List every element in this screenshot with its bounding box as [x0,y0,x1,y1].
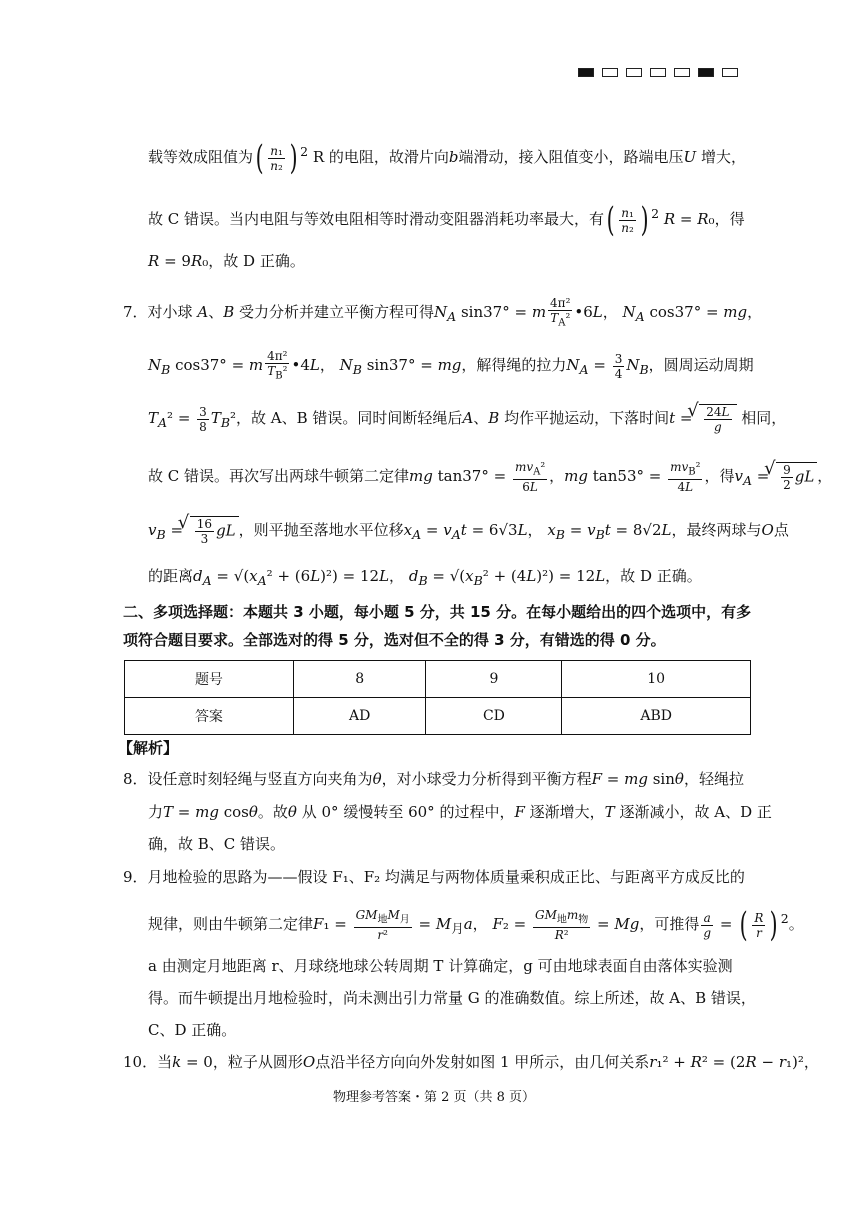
text: 载等效成阻值为 [148,148,254,166]
p8-line1: 8．设任意时刻轻绳与竖直方向夹角为θ，对小球受力分析得到平衡方程F = mg sinθ，轻绳拉 [123,770,744,788]
text: ，对小球受力分析得到平衡方程 [381,770,592,788]
text: 逐渐增大， [529,803,605,821]
page-marker [578,68,738,77]
section-heading: 二、多项选择题：本题共 3 小题，每小题 5 分，共 15 分。在每小题给出的四个选项中，有多 [123,603,752,621]
p7-line1: 7．对小球 A、B 受力分析并建立平衡方程可得$N_A$ sin37° = m $\frac{\text{4π²}}{T_A^2}$ •6L， $N_A$ cos37° = mg， [123,296,763,329]
text: 从 0° 缓慢转至 60° 的过程中， [301,803,515,821]
text: ，粒子从圆形 [212,1053,303,1071]
table-cell: 题号 [125,661,294,698]
text: 均作平抛运动，下落时间 [504,409,670,427]
text: R 的电阻，故滑片向 [312,148,449,166]
p7-line4: 故 C 错误。再次写出两球牛顿第二定律mg tan37° = $\frac{mv_A^2}{6L}$ ，mg tan53° = $\frac{mv_B^2}{4L}$ ，得$v_A$ = √ $\frac{9}{2}$ gL ， [148,460,753,494]
analysis-label: 【解析】 [118,739,179,757]
text: 故 C 错误。再次写出两球牛顿第二定律 [148,467,410,486]
text: ，故 D 正确。 [605,567,702,585]
text: 点 [773,521,789,539]
text: ，解得绳的拉力 [461,356,567,375]
text: 相同， [741,409,787,427]
item-number: 7． [123,303,148,322]
marker-square [698,68,714,77]
item-number: 10． [123,1053,158,1071]
text: 的距离 [148,567,194,585]
text: ，得 [714,210,745,228]
text: 设任意时刻轻绳与竖直方向夹角为 [147,770,373,788]
text: 。 [788,915,804,934]
marker-square [722,68,738,77]
p9-line2: 规律，则由牛顿第二定律F₁ = $\frac{GM_地M_月}{\text{r²}}$ = $M_月a$， F₂ = $\frac{GM_地m_物}{\text{R²}}$ = Mg，可推得 $\frac{a}{g}$ = ( $\frac{R}{r}$ ) $^2$。 [148,905,804,946]
p7-line6: 的距离$d_A = √(x_A^2 + (6L)^2) = 12L$， $d_B = √(x_B^2 + (4L)^2) = 12L$，故 D 正确。 [148,567,702,588]
text: ， [803,1053,819,1071]
p9-line1 [123,867,753,887]
text: ，可推得 [639,915,700,934]
text: ，故 D 正确。 [208,252,305,270]
text: 点沿半径方向向外发射如图 1 甲所示，由几何关系 [315,1053,650,1071]
marker-square [602,68,618,77]
text: ，故 A、B 错误。同时间断轻绳后 [236,409,463,427]
table-cell: AD [293,698,426,735]
table-cell: 9 [426,661,562,698]
section-heading-cont: 项符合题目要求。全部选对的得 5 分，选对但不全的得 3 分，有错选的得 0 分。 [123,631,666,649]
text: ，得 [704,467,735,486]
p10-line1: 10．当k = 0，粒子从圆形O点沿半径方向向外发射如图 1 甲所示，由几何关系r₁² + R² = (2R − r₁)²， [123,1053,819,1071]
marker-square [626,68,642,77]
p6-line3: R = 9R₀，故 D 正确。 [148,252,305,270]
text: 力 [148,803,164,821]
table-cell: CD [426,698,562,735]
p7-line3: $T_A^2$ = $\frac{3}{8}$ $T_B^2$，故 A、B 错误。同时间断轻绳后A、B 均作平抛运动，下落时间t = √ $\frac{24L}{g}$ 相同， [148,404,753,434]
text: ，最终两球与 [671,521,762,539]
marker-square [578,68,594,77]
table-cell: 10 [562,661,751,698]
p8-line2: 力T = mg cosθ。故θ 从 0° 缓慢转至 60° 的过程中，F 逐渐增大，T 逐渐减小，故 A、D 正 [148,803,772,821]
text: ，则平抛至落地水平位移 [238,521,404,539]
table-row [125,698,751,735]
table-cell: 8 [293,661,426,698]
text: 规律，则由牛顿第二定律 [148,915,314,934]
text: 月地检验的思路为——假设 F₁、F₂ 均满足与两物体质量乘积成正比、与距离平方成反比的 [147,868,745,886]
text: 端滑动，接入阻值变小，路端电压 [458,148,684,166]
text: ，轻绳拉 [683,770,744,788]
text: ，圆周运动周期 [648,356,754,375]
p9-line3: a 由测定月地距离 r、月球绕地球公转周期 T 计算确定，g 可由地球表面自由落体实验测 [148,957,733,975]
text: 。故 [257,803,288,821]
item-number: 8． [123,770,148,788]
text: 对小球 [147,303,193,322]
p7-line2: $N_B$ cos37° = m $\frac{\text{4π²}}{T_B^2}$ •4L， $N_B$ sin37° = mg，解得绳的拉力$N_A$ = $\frac{3}{4}$ $N_B$，圆周运动周期 [148,349,754,382]
page-footer: 物理参考答案・第 2 页（共 8 页） [332,1090,536,1105]
table-cell: ABD [562,698,751,735]
text: 增大， [700,148,746,166]
table-row [125,661,751,698]
p7-line5: $v_B$ = √ $\frac{16}{3}$ gL ，则平抛至落地水平位移$x_A = v_At = 6√3L$， $x_B = v_Bt = 8√2L$，最终两球与O点 [148,516,753,546]
answer-table [124,660,751,735]
p9-line5: C、D 正确。 [148,1021,237,1039]
p8-line3: 确，故 B、C 错误。 [148,835,286,853]
marker-square [650,68,666,77]
item-number: 9． [123,868,148,886]
p6-line1: 载等效成阻值为( $\frac{\text{n₁}}{\text{n₂}}$ ) $^2$ R 的电阻，故滑片向b端滑动，接入阻值变小，路端电压U 增大， [148,138,746,178]
p9-line4: 得。而牛顿提出月地检验时，尚未测出引力常量 G 的准确数值。综上所述，故 A、B 错误， [148,989,756,1007]
text: 逐渐减小，故 A、D 正 [619,803,772,821]
text: 受力分析并建立平衡方程可得 [239,303,435,322]
table-cell: 答案 [125,698,294,735]
text: 故 C 错误。当内电阻与等效电阻相等时滑动变阻器消耗功率最大，有 [148,210,605,228]
text: 当 [157,1053,173,1071]
marker-square [674,68,690,77]
p6-line2: 故 C 错误。当内电阻与等效电阻相等时滑动变阻器消耗功率最大，有( $\frac{\text{n₁}}{\text{n₂}}$ ) $^2$ R = R₀，得 [148,200,745,240]
